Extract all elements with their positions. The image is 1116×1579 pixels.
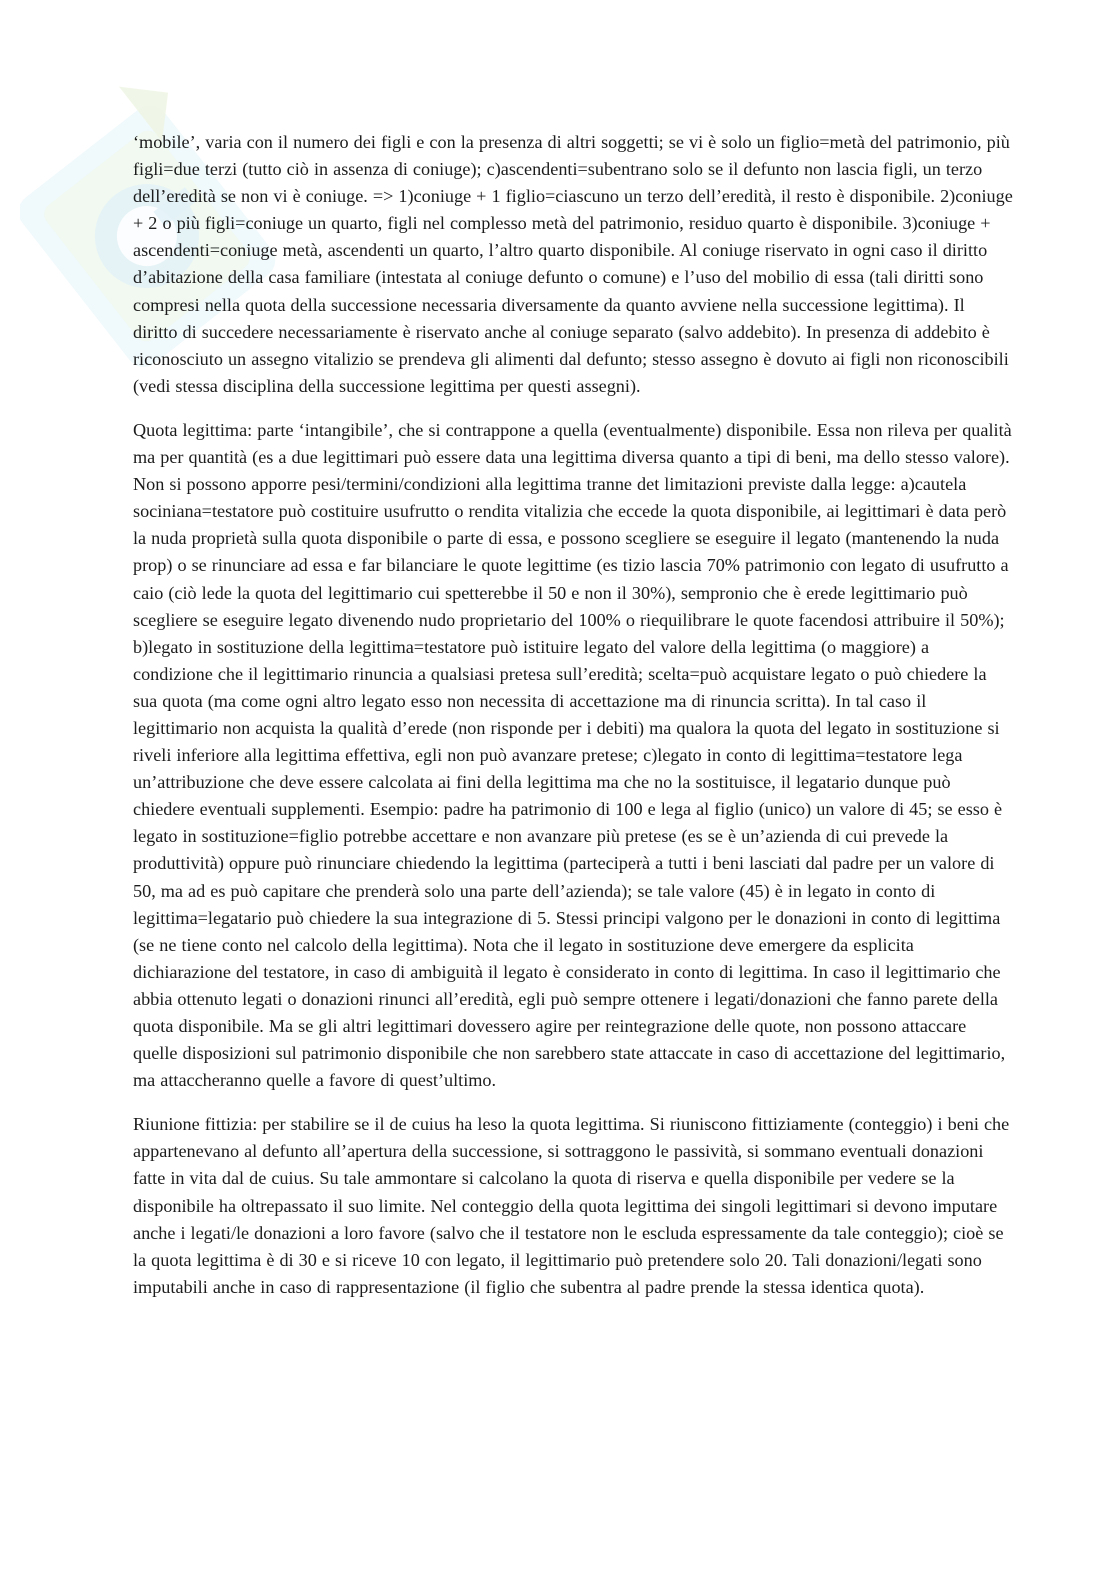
paragraph-successione-necessaria: ‘mobile’, varia con il numero dei figli e con la presenza di altri soggetti; se vi è solo un figlio=metà del patrimonio, più figli=due terzi (tutto ciò in assenza di coniuge); c)ascendenti=subentrano solo se il defunto non lascia figli, un terzo dell’eredità se non vi è coniuge. => 1)coniuge + 1 figlio=ciascuno un terzo dell’eredità, il resto è disponibile. 2)coniuge + 2 o più figli=coniuge un quarto, figli nel complesso metà del patrimonio, residuo quarto è disponibile. 3)coniuge + ascendenti=coniuge metà, ascendenti un quarto, l’altro quarto disponibile. Al coniuge riservato in ogni caso il diritto d’abitazione della casa familiare (intestata al coniuge defunto o comune) e l’uso del mobilio di essa (tali diritti sono compresi nella quota della successione necessaria diversamente da quanto avviene nella successione legittima). Il diritto di succedere necessariamente è riservato anche al coniuge separato (salvo addebito). In presenza di addebito è riconosciuto un assegno vitalizio se prendeva gli alimenti dal defunto; stesso assegno è dovuto ai figli non riconoscibili (vedi stessa disciplina della successione legittima per questi assegni). (133, 132, 1013, 396)
paragraph-riunione-fittizia: Riunione fittizia: per stabilire se il de cuius ha leso la quota legittima. Si riuniscono fittiziamente (conteggio) i beni che appartenevano al defunto all’apertura della successione, si sottraggono le passività, si sommano eventuali donazioni fatte in vita dal de cuius. Su tale ammontare si calcolano la quota di riserva e quella disponibile per vedere se la disponibile ha oltrepassato il suo limite. Nel conteggio della quota legittima dei singoli legittimari si devono imputare anche i legati/le donazioni a loro favore (salvo che il testatore non le escluda espressamente da tale conteggio); cioè se la quota legittima è di 30 e si riceve 10 con legato, il legittimario può pretendere solo 20. Tali donazioni/legati sono imputabili anche in caso di rappresentazione (il figlio che subentra al padre prende la stessa identica quota). (133, 1114, 1010, 1297)
document-body (133, 129, 1013, 1318)
paragraph-quota-legittima: Quota legittima: parte ‘intangibile’, che si contrappone a quella (eventualmente) disponibile. Essa non rileva per qualità ma per quantità (es a due legittimari può essere data una legittima diversa quanto a tipi di beni, ma dello stesso valore). Non si possono apporre pesi/termini/condizioni alla legittima tranne det limitazioni previste dalla legge: a)cautela sociniana=testatore può costituire usufrutto o rendita vitalizia che eccede la quota disponibile, ai legittimari è data però la nuda proprietà sulla quota disponibile o parte di essa, e possono scegliere se eseguire il legato (mantenendo la nuda prop) o se rinunciare ad essa e far bilanciare le quote legittime (es tizio lascia 70% patrimonio con legato di usufrutto a caio (ciò lede la quota del legittimario cui spetterebbe il 50 e non il 30%), sempronio che è erede legittimario può scegliere se eseguire legato divenendo nudo proprietario del 100% o riequilibrare le quote facendosi attribuire il 50%); b)legato in sostituzione della legittima=testatore può istituire legato del valore della legittima (o maggiore) a condizione che il legittimario rinuncia a qualsiasi pretesa sull’eredità; scelta=può acquistare legato o può chiedere la sua quota (ma come ogni altro legato esso non necessita di accettazione ma di rinuncia scritta). In tal caso il legittimario non acquista la qualità d’erede (non risponde per i debiti) ma qualora la quota del legato in sostituzione si riveli inferiore alla legittima effettiva, egli non può avanzare pretese; c)legato in conto di legittima=testatore lega un’attribuzione che deve essere calcolata ai fini della legittima ma che no la sostituisce, il legatario dunque può chiedere eventuali supplementi. Esempio: padre ha patrimonio di 100 e lega al figlio (unico) un valore di 45; se esso è legato in sostituzione=figlio potrebbe accettare e non avanzare più pretese (es se è un’azienda di cui prevede la produttività) oppure può rinunciare chiedendo la legittima (parteciperà a tutti i beni lasciati dal padre per un valore di 50, ma ad es può capitare che prenderà solo una parte dell’azienda); se tale valore (45) è in legato in conto di legittima=legatario può chiedere la sua integrazione di 5. Stessi principi valgono per le donazioni in conto di legittima (se ne tiene conto nel calcolo della legittima). Nota che il legato in sostituzione deve emergere da esplicita dichiarazione del testatore, in caso di ambiguità il legato è considerato in conto di legittima. In caso il legittimario che abbia ottenuto legati o donazioni rinunci all’eredità, egli può sempre ottenere i legati/donazioni che fanno parete della quota disponibile. Ma se gli altri legittimari dovessero agire per reintegrazione delle quote, non possono attaccare quelle disposizioni sul patrimonio disponibile che non sarebbero state attaccate in caso di accettazione del legittimario, ma attaccheranno quelle a favore di quest’ultimo. (133, 419, 1012, 1091)
